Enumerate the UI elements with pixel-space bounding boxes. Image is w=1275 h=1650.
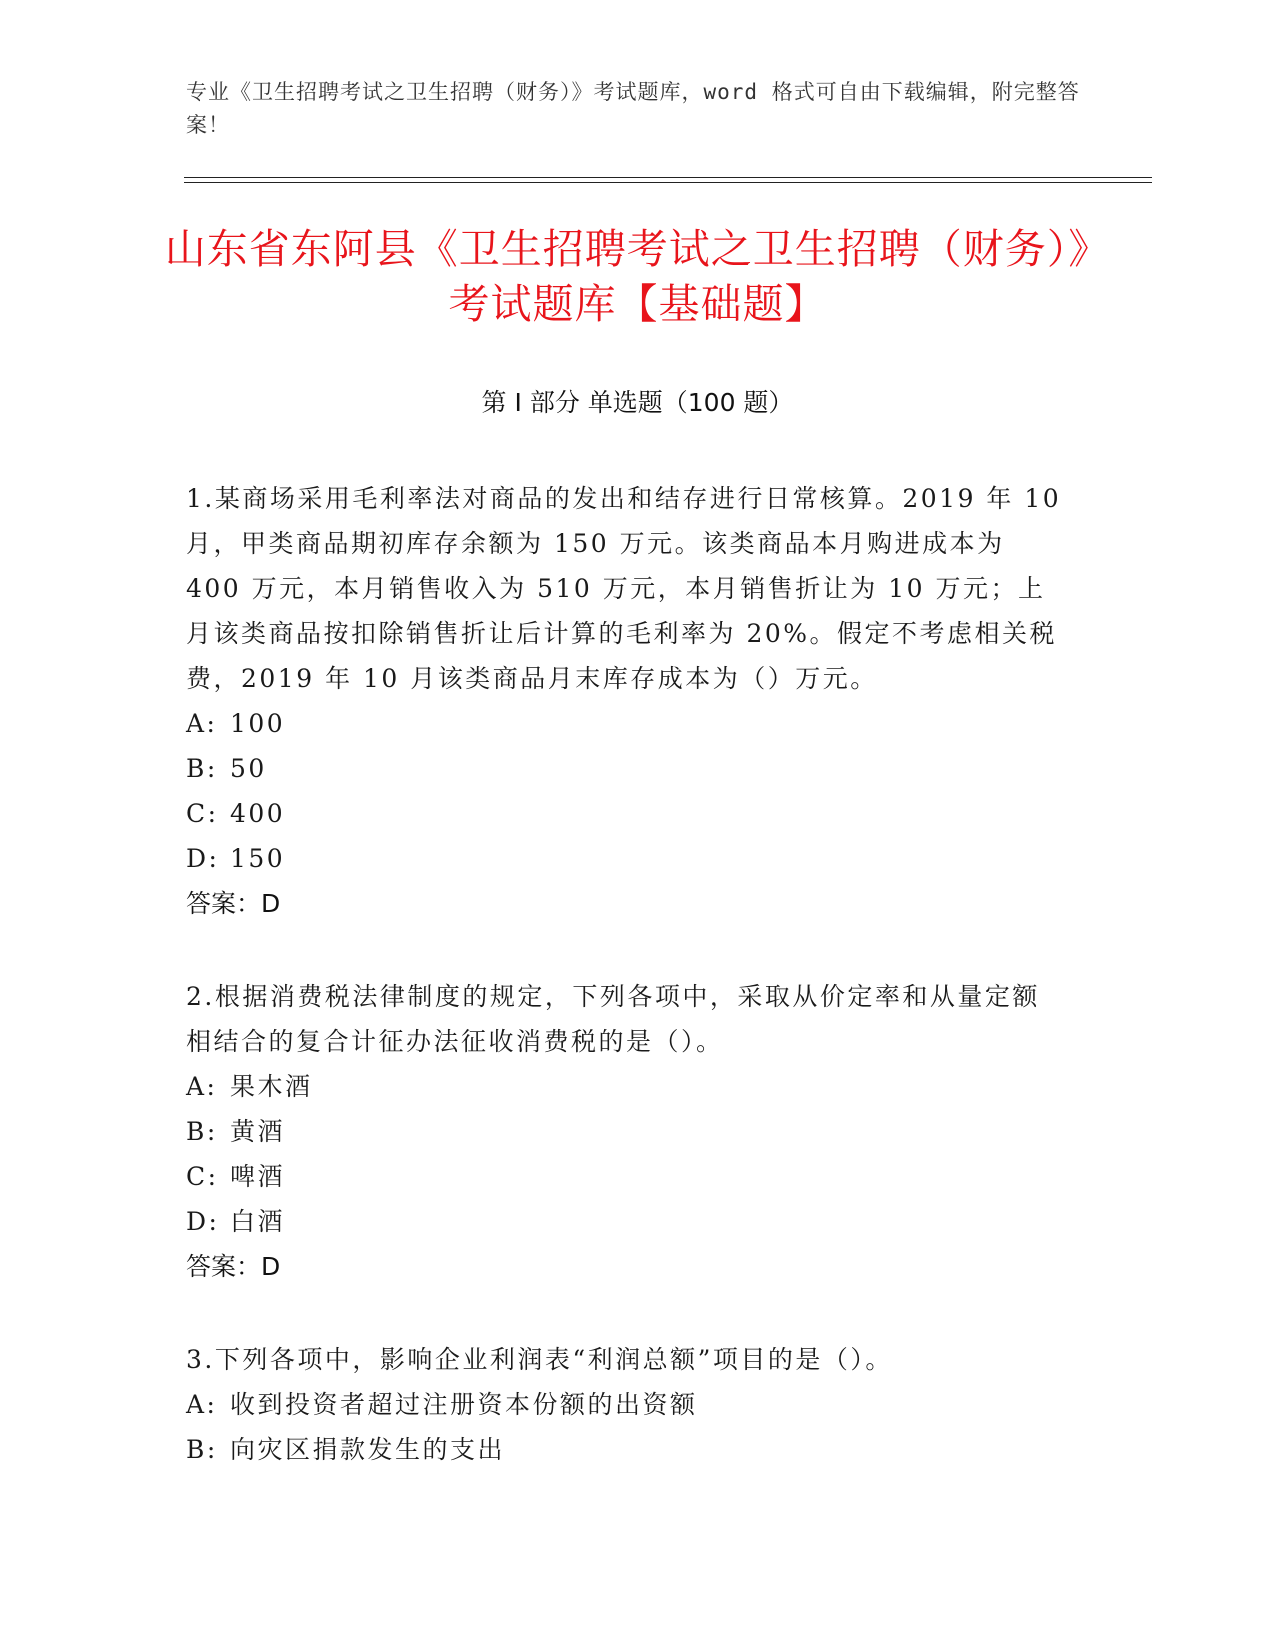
option-key: A: — [186, 709, 218, 738]
option-key: B: — [186, 754, 218, 783]
answer: 答案：D — [186, 1252, 281, 1281]
question-list — [186, 476, 1066, 1520]
header-rule-top — [184, 177, 1152, 178]
answer: 答案：D — [186, 889, 281, 918]
header-rule-bottom — [184, 182, 1152, 183]
option-text: 400 — [230, 799, 286, 828]
option-b — [186, 1427, 1066, 1472]
option-d — [186, 836, 1066, 881]
option-text: 150 — [230, 844, 286, 873]
question-stem: 3.下列各项中，影响企业利润表“利润总额”项目的是（）。 — [186, 1345, 893, 1374]
document-title: 山东省东阿县《卫生招聘考试之卫生招聘（财务）》考试题库【基础题】 — [164, 225, 1111, 328]
option-key: D: — [186, 844, 220, 873]
section-title: 第 I 部分 单选题（100 题） — [481, 388, 794, 417]
question-2 — [186, 974, 1066, 1289]
option-key: C: — [186, 799, 219, 828]
option-a — [186, 1382, 1066, 1427]
option-text: 果木酒 — [230, 1072, 313, 1101]
option-key: B: — [186, 1435, 218, 1464]
option-text: 黄酒 — [230, 1117, 286, 1146]
option-key: A: — [186, 1072, 218, 1101]
option-a — [186, 1064, 1066, 1109]
option-text: 白酒 — [230, 1207, 286, 1236]
option-text: 啤酒 — [230, 1162, 286, 1191]
header-note: 专业《卫生招聘考试之卫生招聘（财务）》考试题库，word 格式可自由下载编辑，附完整答案！ — [186, 80, 1080, 137]
question-1 — [186, 476, 1066, 926]
option-key: D: — [186, 1207, 220, 1236]
question-3 — [186, 1337, 1066, 1472]
option-key: A: — [186, 1390, 218, 1419]
option-text: 向灾区捐款发生的支出 — [230, 1435, 506, 1464]
option-b — [186, 1109, 1066, 1154]
question-stem: 1.某商场采用毛利率法对商品的发出和结存进行日常核算。2019 年 10 月，甲类商品期初库存余额为 150 万元。该类商品本月购进成本为 400 万元，本月销售收入为 510 万元，本月销售折让为 10 万元；上月该类商品按扣除销售折让后计算的毛利率为 20%。假定不考虑相关税费，2019 年 10 月该类商品月末库存成本为（）万元。 — [186, 484, 1062, 693]
option-c — [186, 1154, 1066, 1199]
option-key: C: — [186, 1162, 219, 1191]
option-a — [186, 701, 1066, 746]
option-b — [186, 746, 1066, 791]
question-stem: 2.根据消费税法律制度的规定，下列各项中，采取从价定率和从量定额相结合的复合计征办法征收消费税的是（）。 — [186, 982, 1040, 1056]
option-c — [186, 791, 1066, 836]
option-text: 100 — [230, 709, 286, 738]
option-d — [186, 1199, 1066, 1244]
option-key: B: — [186, 1117, 218, 1146]
option-text: 50 — [230, 754, 267, 783]
option-text: 收到投资者超过注册资本份额的出资额 — [230, 1390, 698, 1419]
